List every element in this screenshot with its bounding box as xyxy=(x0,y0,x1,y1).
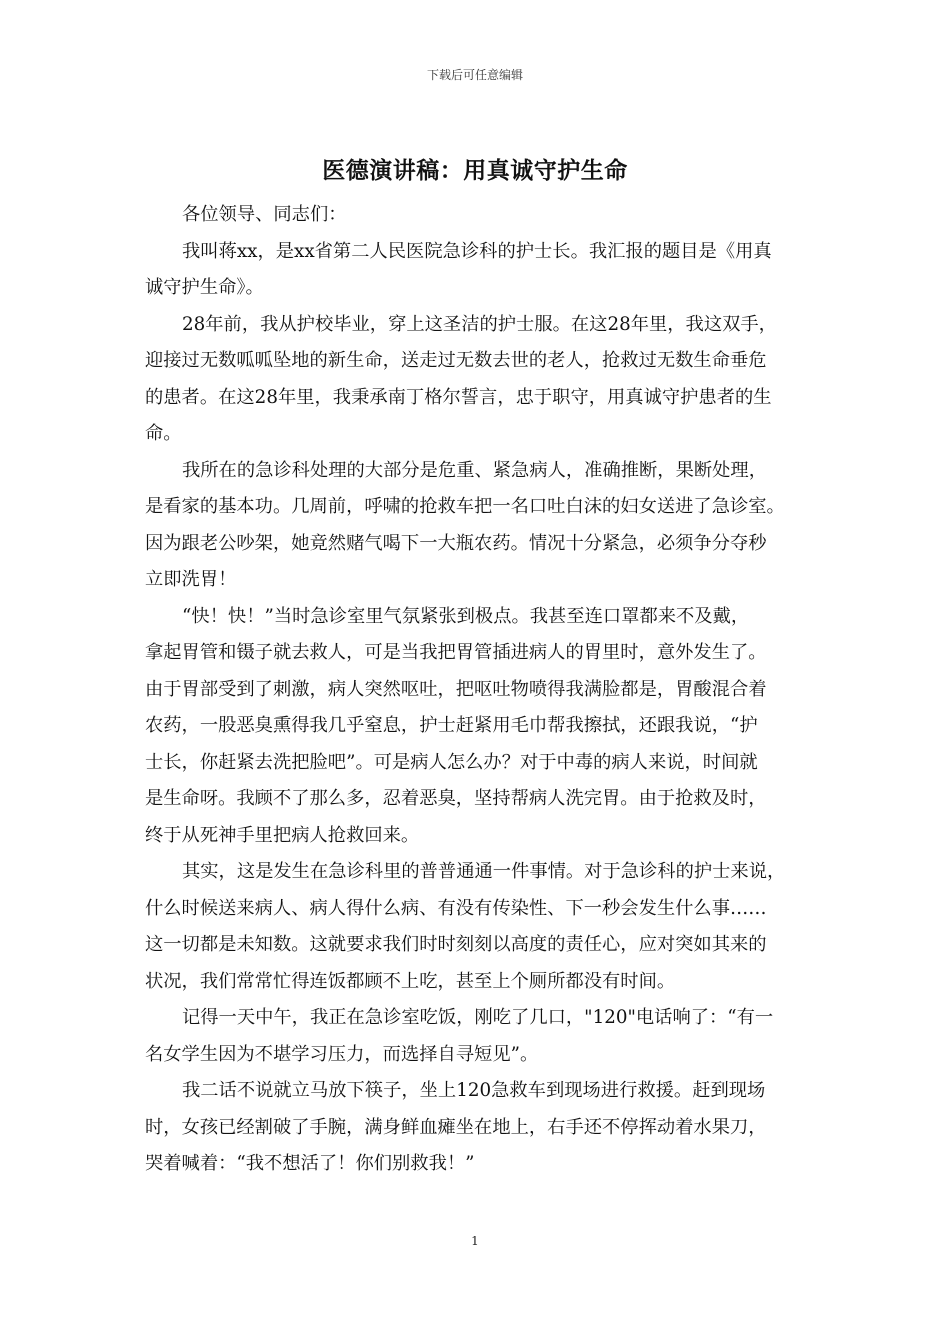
document-body xyxy=(145,197,817,1183)
body-line: 终于从死神手里把病人抢救回来。 xyxy=(145,824,420,846)
body-line: 迎接过无数呱呱坠地的新生命，送走过无数去世的老人，抢救过无数生命垂危 xyxy=(145,350,767,371)
body-line: 记得一天中午，我正在急诊室吃饭，刚吃了几口，"120"电话响了：“有一 xyxy=(182,1007,774,1028)
body-line: 28年前，我从护校毕业，穿上这圣洁的护士服。在这28年里，我这双手， xyxy=(182,313,777,335)
body-line: “快！快！”当时急诊室里气氛紧张到极点。我甚至连口罩都来不及戴， xyxy=(182,605,750,627)
body-line: 什么时候送来病人、病人得什么病、有没有传染性、下一秒会发生什么事…… xyxy=(145,897,767,919)
body-line: 士长，你赶紧去洗把脸吧”。可是病人怎么办？对于中毒的病人来说，时间就 xyxy=(145,751,758,773)
page-header-note: 下载后可任意编辑 xyxy=(426,68,523,82)
page-number: 1 xyxy=(471,1234,479,1248)
body-line: 的患者。在这28年里，我秉承南丁格尔誓言，忠于职守，用真诚守护患者的生 xyxy=(145,386,772,408)
body-line: 农药，一股恶臭熏得我几乎窒息，护士赶紧用毛巾帮我擦拭，还跟我说，“护 xyxy=(145,715,758,736)
body-line: 其实，这是发生在急诊科里的普普通通一件事情。对于急诊科的护士来说， xyxy=(182,861,786,882)
body-line: 这一切都是未知数。这就要求我们时时刻刻以高度的责任心，应对突如其来的 xyxy=(145,934,767,955)
body-line: 拿起胃管和镊子就去救人，可是当我把胃管插进病人的胃里时，意外发生了。 xyxy=(145,642,767,663)
body-line: 我二话不说就立马放下筷子，坐上120急救车到现场进行救援。赶到现场 xyxy=(182,1080,766,1101)
body-line: 时，女孩已经割破了手腕，满身鲜血瘫坐在地上，右手还不停挥动着水果刀， xyxy=(145,1116,767,1138)
body-line: 是看家的基本功。几周前，呼啸的抢救车把一名口吐白沫的妇女送进了急诊室。 xyxy=(145,496,785,517)
body-line: 我叫蒋xx，是xx省第二人民医院急诊科的护士长。我汇报的题目是《用真 xyxy=(182,240,772,262)
body-line: 由于胃部受到了刺激，病人突然呕吐，把呕吐物喷得我满脸都是，胃酸混合着 xyxy=(145,678,767,700)
document-title: 医德演讲稿：用真诚守护生命 xyxy=(322,157,628,184)
body-line: 名女学生因为不堪学习压力，而选择自寻短见”。 xyxy=(145,1043,539,1065)
body-line: 立即洗胃！ xyxy=(145,569,237,590)
body-line: 哭着喊着：“我不想活了！你们别救我！” xyxy=(145,1153,475,1174)
body-line: 我所在的急诊科处理的大部分是危重、紧急病人，准确推断，果断处理， xyxy=(182,459,767,481)
body-line: 诚守护生命》。 xyxy=(145,277,264,298)
body-line: 状况，我们常常忙得连饭都顾不上吃，甚至上个厕所都没有时间。 xyxy=(145,970,676,992)
body-line: 因为跟老公吵架，她竟然赌气喝下一大瓶农药。情况十分紧急，必须争分夺秒 xyxy=(145,532,767,554)
body-line: 是生命呀。我顾不了那么多，忍着恶臭，坚持帮病人洗完胃。由于抢救及时， xyxy=(145,788,767,809)
body-line: 命。 xyxy=(145,423,182,444)
greeting-line: 各位领导、同志们： xyxy=(182,204,347,225)
